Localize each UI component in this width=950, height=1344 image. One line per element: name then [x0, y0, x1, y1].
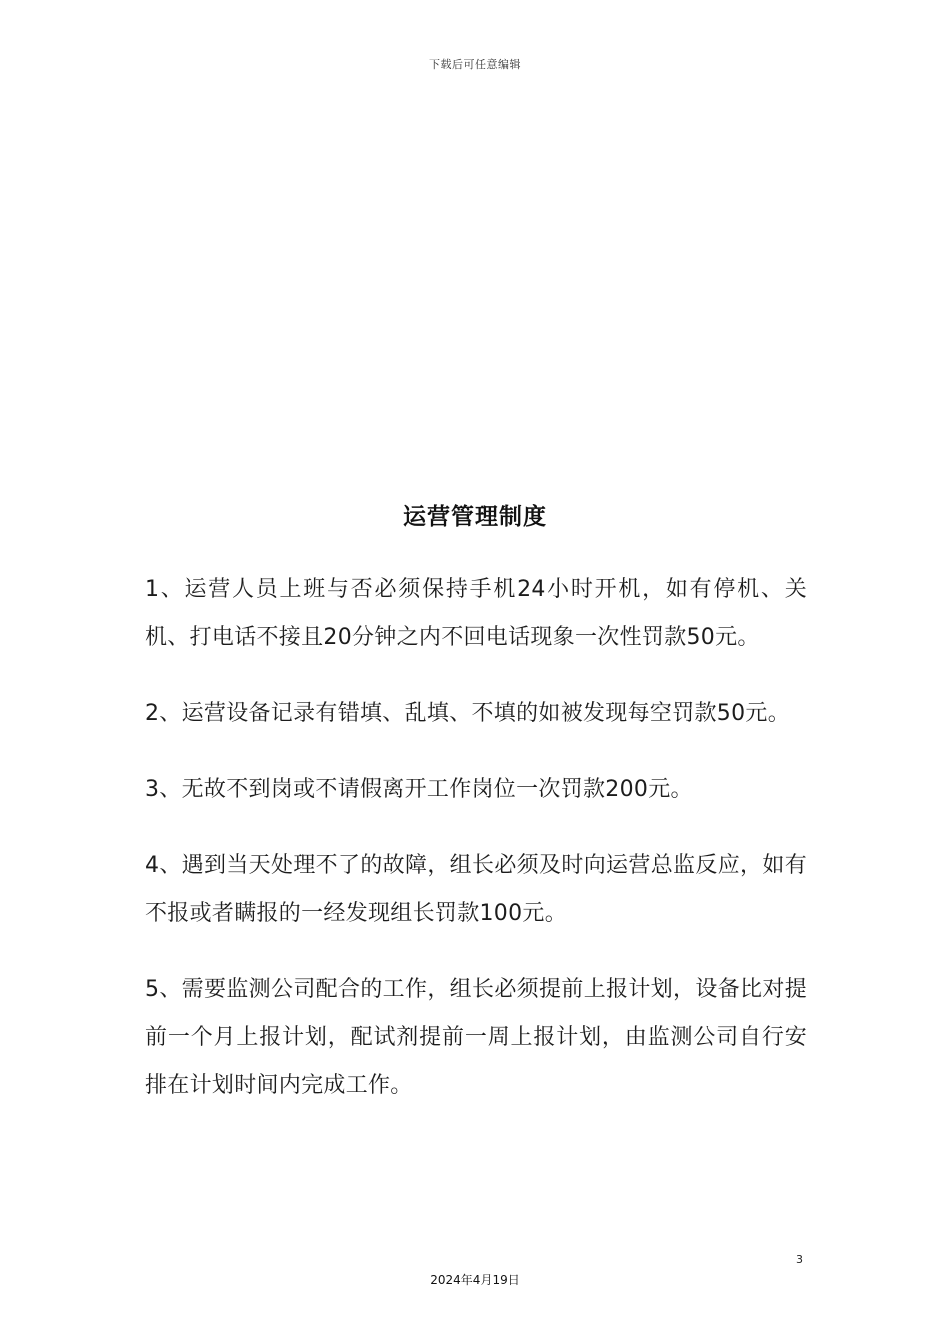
clause-1: 1、运营人员上班与否必须保持手机24小时开机，如有停机、关机、打电话不接且20分钟之内不回电话现象一次性罚款50元。 — [145, 577, 807, 650]
clause-4: 4、遇到当天处理不了的故障，组长必须及时向运营总监反应，如有不报或者瞒报的一经发现组长罚款100元。 — [145, 853, 807, 926]
document-body — [145, 566, 807, 1138]
header-note: 下载后可任意编辑 — [429, 58, 521, 71]
clause-2: 2、运营设备记录有错填、乱填、不填的如被发现每空罚款50元。 — [145, 701, 790, 726]
clause-3: 3、无故不到岗或不请假离开工作岗位一次罚款200元。 — [145, 777, 693, 802]
clause-5: 5、需要监测公司配合的工作，组长必须提前上报计划，设备比对提前一个月上报计划，配试剂提前一周上报计划，由监测公司自行安排在计划时间内完成工作。 — [145, 977, 807, 1098]
footer-date: 2024年4月19日 — [430, 1273, 520, 1287]
page-number: 3 — [796, 1253, 803, 1266]
document-title: 运营管理制度 — [403, 504, 547, 530]
